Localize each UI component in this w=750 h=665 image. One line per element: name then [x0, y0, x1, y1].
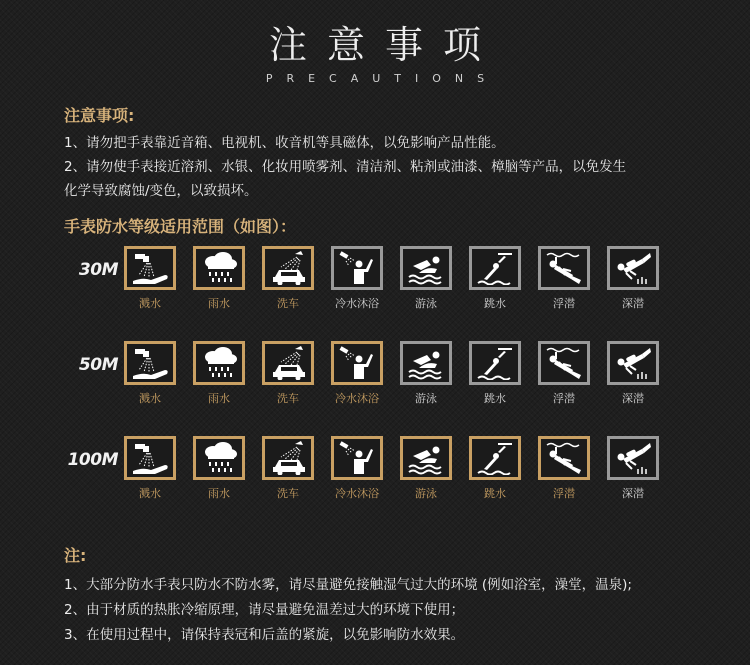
diving-icon — [469, 436, 521, 480]
diving-icon — [469, 341, 521, 385]
activity-label: 浮潜 — [553, 487, 575, 500]
activity-label: 浮潜 — [553, 392, 575, 405]
activity-cell — [258, 341, 318, 406]
waterproof-heading: 手表防水等级适用范围（如图）： — [64, 217, 297, 236]
activity-label: 深潜 — [622, 297, 644, 310]
activity-label: 游泳 — [415, 392, 437, 405]
notes-heading: 注: — [64, 546, 87, 565]
activity-label: 深潜 — [622, 392, 644, 405]
level-label: 50M — [78, 355, 118, 375]
snorkeling-icon — [538, 436, 590, 480]
rain-cloud-icon — [193, 341, 245, 385]
diving-icon — [469, 246, 521, 290]
activity-cell — [534, 436, 594, 501]
rain-cloud-icon — [193, 246, 245, 290]
activity-label: 游泳 — [415, 297, 437, 310]
activity-cell — [258, 436, 318, 501]
activity-label: 浮潜 — [553, 297, 575, 310]
level-label: 30M — [78, 260, 118, 280]
tap-hand-icon — [124, 246, 176, 290]
shower-icon — [331, 246, 383, 290]
activity-label: 雨水 — [208, 392, 230, 405]
activity-cell — [603, 436, 663, 501]
activity-cell — [396, 246, 456, 311]
shower-icon — [331, 341, 383, 385]
activity-label: 冷水沐浴 — [335, 487, 379, 500]
activity-label: 洗车 — [277, 392, 299, 405]
activity-cell — [189, 436, 249, 501]
level-label: 100M — [67, 450, 118, 470]
activity-label: 深潜 — [622, 487, 644, 500]
activity-cell — [258, 246, 318, 311]
activity-cell — [327, 341, 387, 406]
activity-cell — [603, 341, 663, 406]
activity-cell — [396, 436, 456, 501]
note-line: 1、大部分防水手表只防水不防水雾，请尽量避免接触湿气过大的环境 (例如浴室，澡堂，温泉); — [64, 577, 632, 593]
activity-label: 跳水 — [484, 297, 506, 310]
note-line: 3、在使用过程中，请保持表冠和后盖的紧旋，以免影响防水效果。 — [64, 627, 465, 643]
activity-label: 洗车 — [277, 487, 299, 500]
activity-cell — [603, 246, 663, 311]
swimming-icon — [400, 246, 452, 290]
scuba-diving-icon — [607, 246, 659, 290]
precaution-line: 2、请勿使手表接近溶剂、水银、化妆用喷雾剂、清洁剂、粘剂或油漆、樟脑等产品，以免发生 — [64, 159, 627, 175]
page-subtitle: PRECAUTIONS — [265, 72, 499, 85]
scuba-diving-icon — [607, 436, 659, 480]
activity-label: 雨水 — [208, 487, 230, 500]
activity-cell — [396, 341, 456, 406]
rain-cloud-icon — [193, 436, 245, 480]
note-line: 2、由于材质的热胀冷缩原理，请尽量避免温差过大的环境下使用； — [64, 602, 465, 618]
swimming-icon — [400, 436, 452, 480]
page-title: 注意事项 — [268, 23, 501, 67]
activity-cell — [327, 246, 387, 311]
activity-cell — [534, 246, 594, 311]
activity-cell — [534, 341, 594, 406]
car-wash-icon — [262, 436, 314, 480]
activity-cell — [465, 341, 525, 406]
scuba-diving-icon — [607, 341, 659, 385]
precaution-line: 1、请勿把手表靠近音箱、电视机、收音机等具磁体，以免影响产品性能。 — [64, 135, 505, 151]
shower-icon — [331, 436, 383, 480]
tap-hand-icon — [124, 436, 176, 480]
activity-label: 跳水 — [484, 487, 506, 500]
activity-label: 溅水 — [139, 392, 161, 405]
activity-cell — [465, 436, 525, 501]
activity-cell — [120, 436, 180, 501]
activity-label: 溅水 — [139, 487, 161, 500]
car-wash-icon — [262, 341, 314, 385]
activity-cell — [189, 341, 249, 406]
activity-cell — [327, 436, 387, 501]
activity-label: 洗车 — [277, 297, 299, 310]
car-wash-icon — [262, 246, 314, 290]
precaution-line: 化学导致腐蚀/变色，以致损坏。 — [64, 183, 258, 199]
precautions-heading: 注意事项: — [64, 106, 135, 125]
activity-cell — [465, 246, 525, 311]
activity-label: 游泳 — [415, 487, 437, 500]
activity-label: 冷水沐浴 — [335, 297, 379, 310]
activity-label: 溅水 — [139, 297, 161, 310]
activity-cell — [189, 246, 249, 311]
activity-label: 冷水沐浴 — [335, 392, 379, 405]
activity-label: 雨水 — [208, 297, 230, 310]
snorkeling-icon — [538, 341, 590, 385]
tap-hand-icon — [124, 341, 176, 385]
snorkeling-icon — [538, 246, 590, 290]
swimming-icon — [400, 341, 452, 385]
activity-label: 跳水 — [484, 392, 506, 405]
activity-cell — [120, 246, 180, 311]
activity-cell — [120, 341, 180, 406]
